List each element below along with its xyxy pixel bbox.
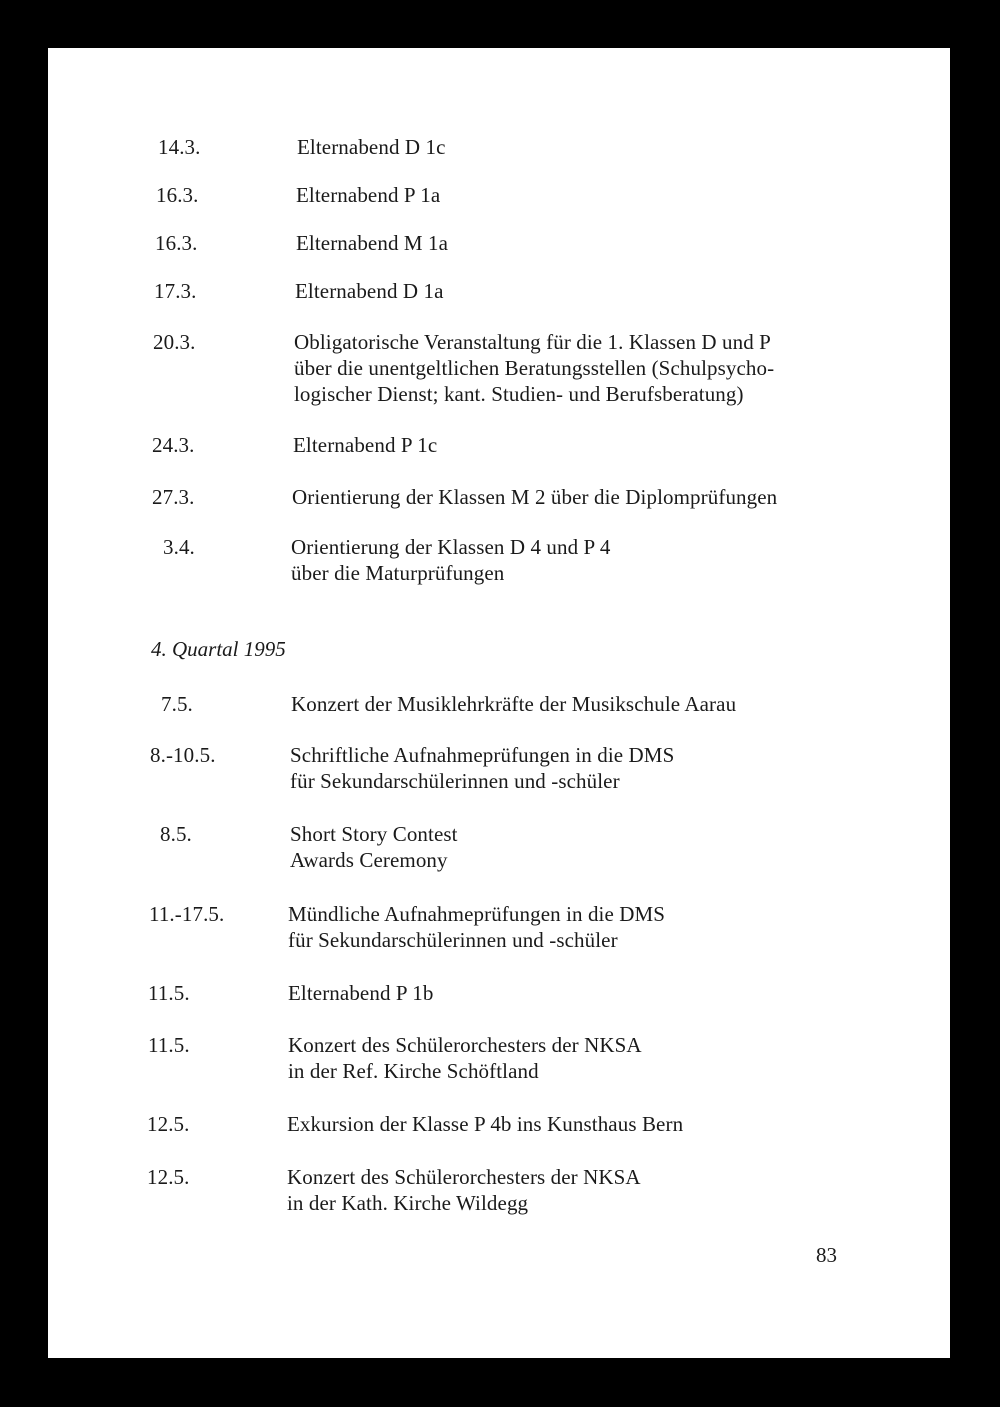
entry-line: Elternabend M 1a [296,231,449,255]
entry-line: Orientierung der Klassen M 2 über die Diplomprüfungen [292,485,778,509]
entry-date: 3.4. [163,535,195,559]
entry-description [296,230,448,256]
entry-line: Obligatorische Veranstaltung für die 1. Klassen D und P [294,330,771,354]
entry-date: 20.3. [153,330,196,354]
entry-line: in der Ref. Kirche Schöftland [288,1059,539,1083]
entry-description [287,1111,683,1137]
entry-line: Elternabend D 1a [295,279,444,303]
entry-line: Mündliche Aufnahmeprüfungen in die DMS [288,902,666,926]
entry-date: 17.3. [154,279,197,303]
entry-description [292,484,777,510]
entry-line: Konzert des Schülerorchesters der NKSA [288,1033,642,1057]
entry-description [287,1164,641,1216]
entry-date: 12.5. [147,1112,190,1136]
entry-line: Elternabend P 1b [288,981,434,1005]
entry-date: 16.3. [156,183,199,207]
entry-line: Elternabend P 1c [293,433,438,457]
entry-description [290,742,674,794]
entry-description [293,432,437,458]
entry-line: Short Story Contest [290,822,458,846]
entry-line: logischer Dienst; kant. Studien- und Berufsberatung) [294,382,744,406]
entry-line: für Sekundarschülerinnen und -schüler [290,769,620,793]
entry-description [291,691,736,717]
entry-description [288,901,665,953]
entry-line: Konzert des Schülerorchesters der NKSA [287,1165,641,1189]
entry-line: über die unentgeltlichen Beratungsstellen (Schulpsycho- [294,356,775,380]
entry-description [291,534,611,586]
entry-date: 11.5. [148,981,190,1005]
entry-line: über die Maturprüfungen [291,561,505,585]
entry-line: Awards Ceremony [290,848,448,872]
entry-line: Elternabend D 1c [297,135,446,159]
entry-line: Exkursion der Klasse P 4b ins Kunsthaus Bern [287,1112,684,1136]
document-page [48,48,950,1358]
entry-description [297,134,446,160]
entry-date: 12.5. [147,1165,190,1189]
entry-line: Elternabend P 1a [296,183,441,207]
entry-line: Konzert der Musiklehrkräfte der Musikschule Aarau [291,692,737,716]
page-number: 83 [816,1243,837,1267]
entry-date: 11.5. [148,1033,190,1057]
entry-date: 8.-10.5. [150,743,216,767]
entry-description [295,278,444,304]
entry-line: Orientierung der Klassen D 4 und P 4 [291,535,611,559]
entry-line: in der Kath. Kirche Wildegg [287,1191,529,1215]
entry-date: 7.5. [161,692,193,716]
entry-description [290,821,458,873]
entry-date: 16.3. [155,231,198,255]
entry-description [288,1032,642,1084]
entry-date: 11.-17.5. [149,902,225,926]
entry-description [294,329,774,407]
entry-date: 27.3. [152,485,195,509]
entry-description [296,182,440,208]
entry-date: 24.3. [152,433,195,457]
entry-description [288,980,433,1006]
entry-date: 8.5. [160,822,192,846]
section-heading: 4. Quartal 1995 [151,637,286,661]
entry-line: für Sekundarschülerinnen und -schüler [288,928,618,952]
entry-line: Schriftliche Aufnahmeprüfungen in die DMS [290,743,675,767]
entry-date: 14.3. [158,135,201,159]
